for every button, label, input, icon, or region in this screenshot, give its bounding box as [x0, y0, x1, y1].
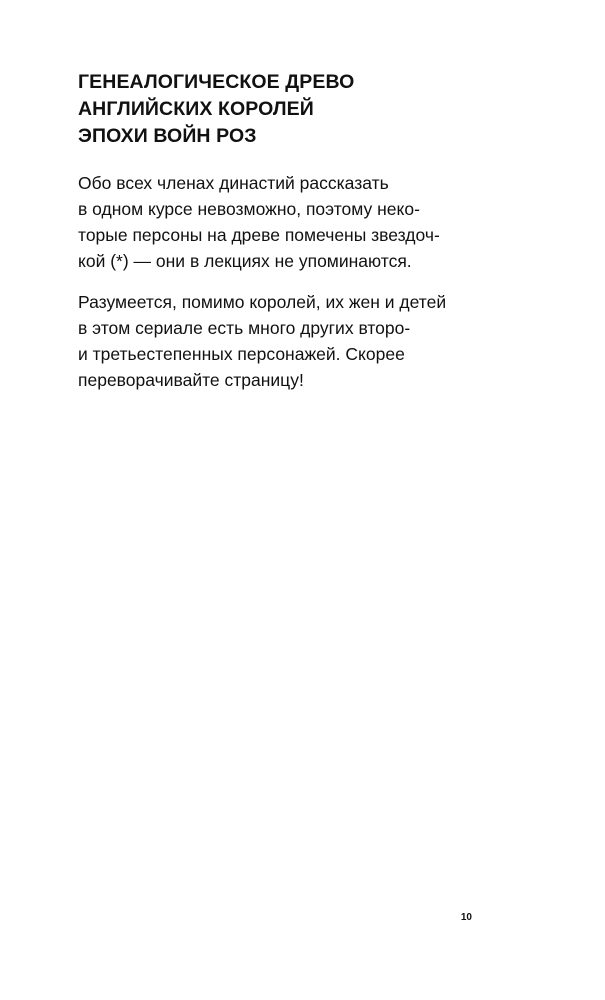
page-number: 10	[460, 912, 472, 923]
text-line: торые персоны на древе помечены звездоч-	[78, 225, 440, 245]
paragraph-note	[78, 289, 446, 393]
title-line: ГЕНЕАЛОГИЧЕСКОЕ ДРЕВО	[78, 71, 355, 93]
title-line: АНГЛИЙСКИХ КОРОЛЕЙ	[78, 98, 314, 120]
text-line: Разумеется, помимо королей, их жен и детей	[78, 292, 447, 312]
text-line: переворачивайте страницу!	[78, 370, 304, 390]
text-line: в одном курсе невозможно, поэтому неко-	[78, 199, 420, 219]
text-line: в этом сериале есть много других второ-	[78, 318, 411, 338]
text-line: кой (*) — они в лекциях не упоминаются.	[78, 251, 412, 271]
text-line: и третьестепенных персонажей. Скорее	[78, 344, 405, 364]
title-line: ЭПОХИ ВОЙН РОЗ	[78, 125, 257, 147]
page-title	[78, 69, 354, 150]
text-line: Обо всех членах династий рассказать	[78, 173, 389, 193]
paragraph-intro	[78, 170, 440, 274]
